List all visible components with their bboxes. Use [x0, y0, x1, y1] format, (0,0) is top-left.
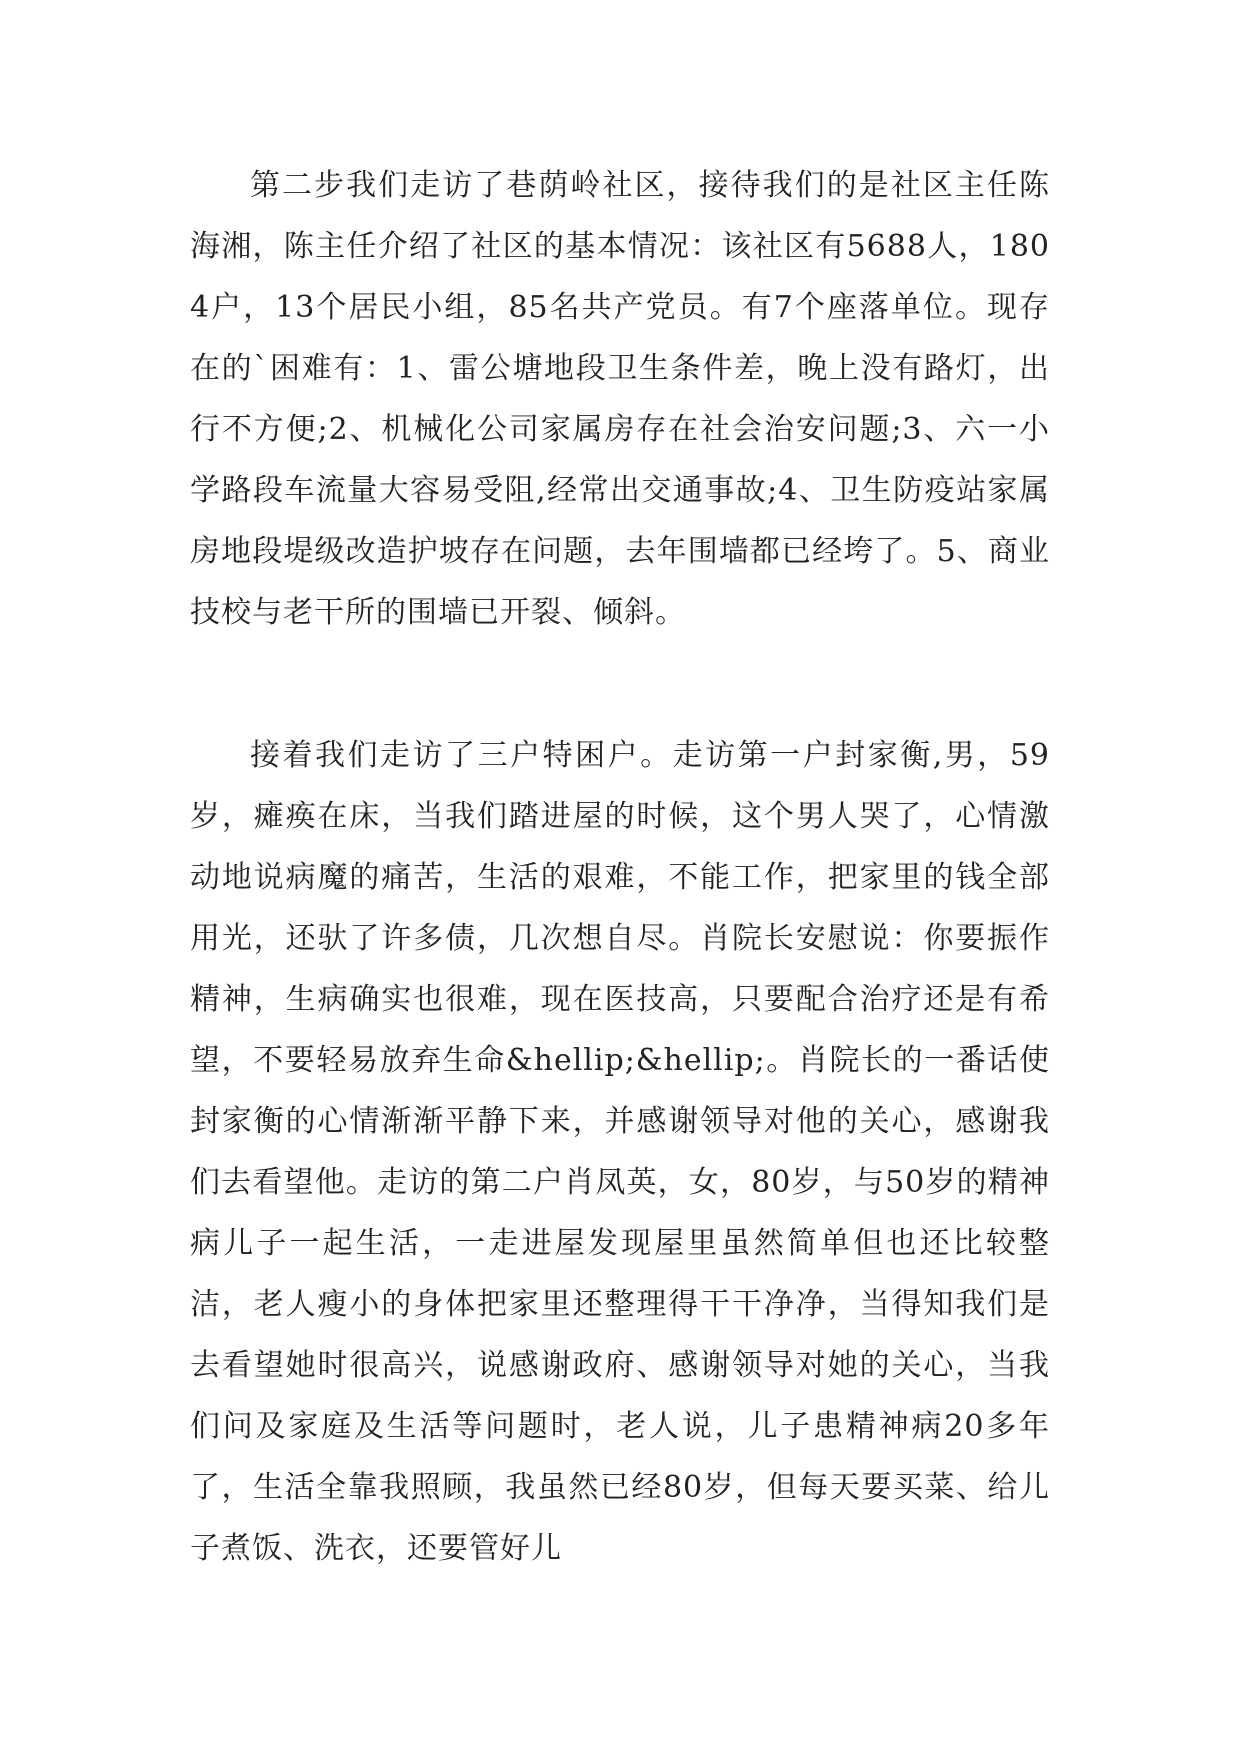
paragraph-community-visit: 第二步我们走访了巷荫岭社区，接待我们的是社区主任陈海湘，陈主任介绍了社区的基本情况：该社区有5688人，1804户，13个居民小组，85名共产党员。有7个座落单位。现存在的`困难有：1、雷公塘地段卫生条件差，晚上没有路灯，出行不方便;2、机械化公司家属房存在社会治安问题;3、六一小学路段车流量大容易受阻,经常出交通事故;4、卫生防疫站家属房地段堤级改造护坡存在问题，去年围墙都已经垮了。5、商业技校与老干所的围墙已开裂、倾斜。	[190, 168, 1050, 630]
paragraph-household-visits: 接着我们走访了三户特困户。走访第一户封家衡,男，59岁，瘫痪在床，当我们踏进屋的时候，这个男人哭了，心情激动地说病魔的痛苦，生活的艰难，不能工作，把家里的钱全部用光，还驮了许多债，几次想自尽。肖院长安慰说：你要振作精神，生病确实也很难，现在医技高，只要配合治疗还是有希望，不要轻易放弃生命&hellip;&hellip;。肖院长的一番话使封家衡的心情渐渐平静下来，并感谢领导对他的关心，感谢我们去看望他。走访的第二户肖凤英，女，80岁，与50岁的精神病儿子一起生活，一走进屋发现屋里虽然简单但也还比较整洁，老人瘦小的身体把家里还整理得干干净净，当得知我们是去看望她时很高兴，说感谢政府、感谢领导对她的关心，当我们问及家庭及生活等问题时，老人说，儿子患精神病20多年了，生活全靠我照顾，我虽然已经80岁，但每天要买菜、给儿子煮饭、洗衣，还要管好儿	[190, 738, 1050, 1566]
